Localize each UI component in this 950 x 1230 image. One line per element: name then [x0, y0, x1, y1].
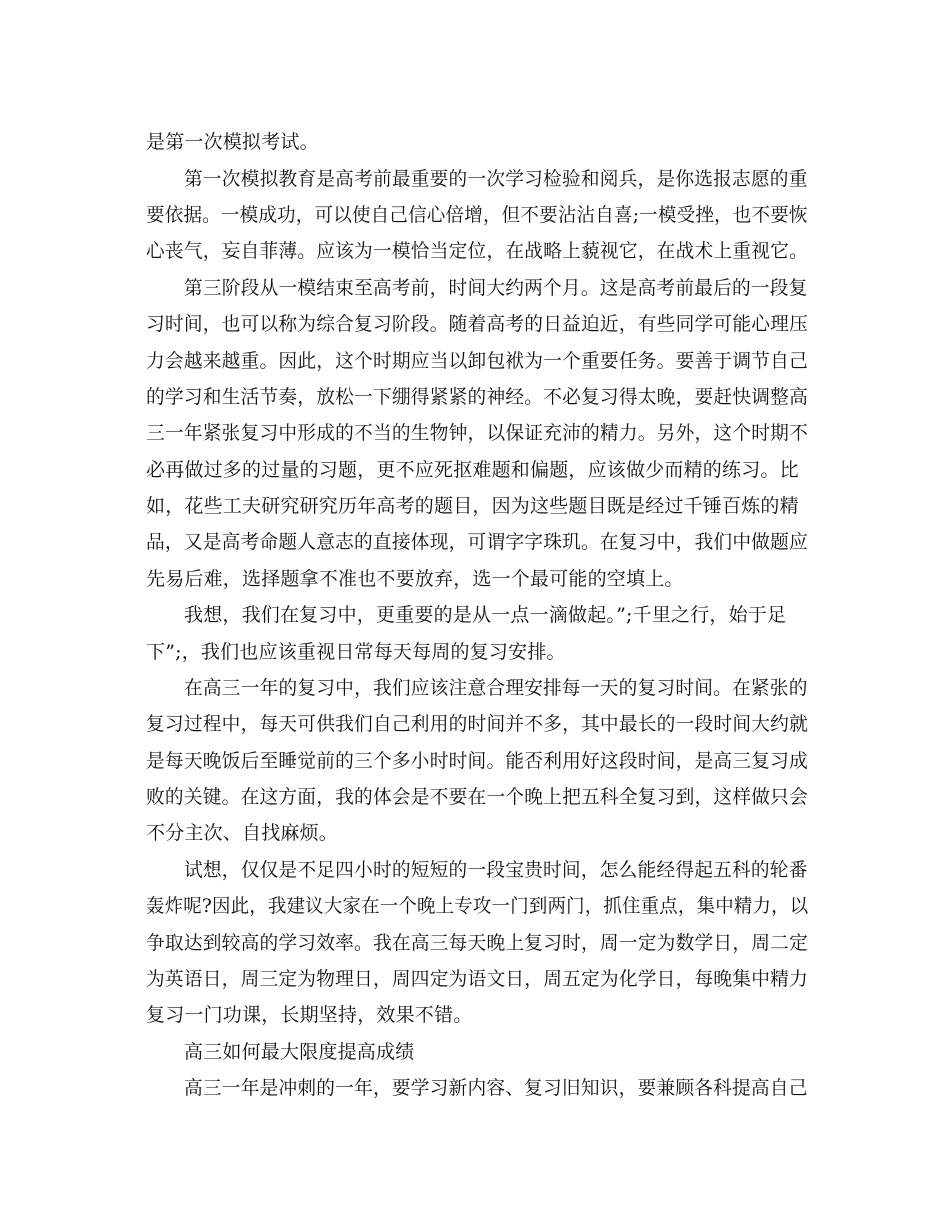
text-line: 高三一年是冲刺的一年，要学习新内容、复习旧知识，要兼顾各科提高自己 [184, 1077, 808, 1099]
text-line: 力会越来越重。因此，这个时期应当以卸包袱为一个重要任务。要善于调节自己 [146, 350, 809, 372]
text-line: 的学习和生活节奏，放松一下绷得紧紧的神经。不必复习得太晚，要赶快调整高 [146, 386, 809, 408]
text-line: 先易后难，选择题拿不准也不要放弃，选一个最可能的空填上。 [146, 568, 684, 590]
text-line: 在高三一年的复习中，我们应该注意合理安排每一天的复习时间。在紧张的 [184, 677, 808, 699]
text-line: 是每天晚饭后至睡觉前的三个多小时时间。能否利用好这段时间，是高三复习成 [146, 750, 809, 772]
text-line: 争取达到较高的学习效率。我在高三每天晚上复习时，周一定为数学日，周二定 [146, 932, 809, 954]
text-line: 品，又是高考命题人意志的直接体现，可谓字字珠玑。在复习中，我们中做题应 [146, 531, 809, 553]
section-heading: 高三如何最大限度提高成绩 [184, 1041, 415, 1063]
text-line: 不分主次、自找麻烦。 [146, 822, 339, 844]
text-line: 复习一门功课，长期坚持，效果不错。 [146, 1004, 473, 1026]
text-line: 轰炸呢?因此，我建议大家在一个晚上专攻一门到两门，抓住重点，集中精力，以 [146, 895, 809, 917]
text-line: 我想，我们在复习中，更重要的是从一点一滴做起。”;千里之行，始于足 [184, 604, 787, 626]
text-line: 心丧气，妄自菲薄。应该为一模恰当定位，在战略上藐视它，在战术上重视它。 [146, 240, 809, 262]
text-line: 如，花些工夫研究研究历年高考的题目，因为这些题目既是经过千锤百炼的精 [146, 495, 799, 517]
text-line: 要依据。一模成功，可以使自己信心倍增，但不要沾沾自喜;一模受挫，也不要恢 [146, 204, 808, 226]
text-line: 是第一次模拟考试。 [146, 131, 319, 153]
text-line: 下”;，我们也应该重视日常每天每周的复习安排。 [146, 641, 566, 663]
text-line: 为英语日，周三定为物理日，周四定为语文日，周五定为化学日，每晚集中精力 [146, 968, 809, 990]
text-line: 习时间，也可以称为综合复习阶段。随着高考的日益迫近，有些同学可能心理压 [146, 313, 809, 335]
text-line: 败的关键。在这方面，我的体会是不要在一个晚上把五科全复习到，这样做只会 [146, 786, 809, 808]
text-line: 第一次模拟教育是高考前最重要的一次学习检验和阅兵，是你选报志愿的重 [184, 168, 808, 190]
text-line: 复习过程中，每天可供我们自己利用的时间并不多，其中最长的一段时间大约就 [146, 713, 809, 735]
text-line: 必再做过多的过量的习题，更不应死抠难题和偏题，应该做少而精的练习。比 [146, 459, 799, 481]
text-line: 三一年紧张复习中形成的不当的生物钟，以保证充沛的精力。另外，这个时期不 [146, 422, 809, 444]
text-line: 第三阶段从一模结束至高考前，时间大约两个月。这是高考前最后的一段复 [184, 277, 808, 299]
text-line: 试想，仅仅是不足四小时的短短的一段宝贵时间，怎么能经得起五科的轮番 [184, 859, 808, 881]
